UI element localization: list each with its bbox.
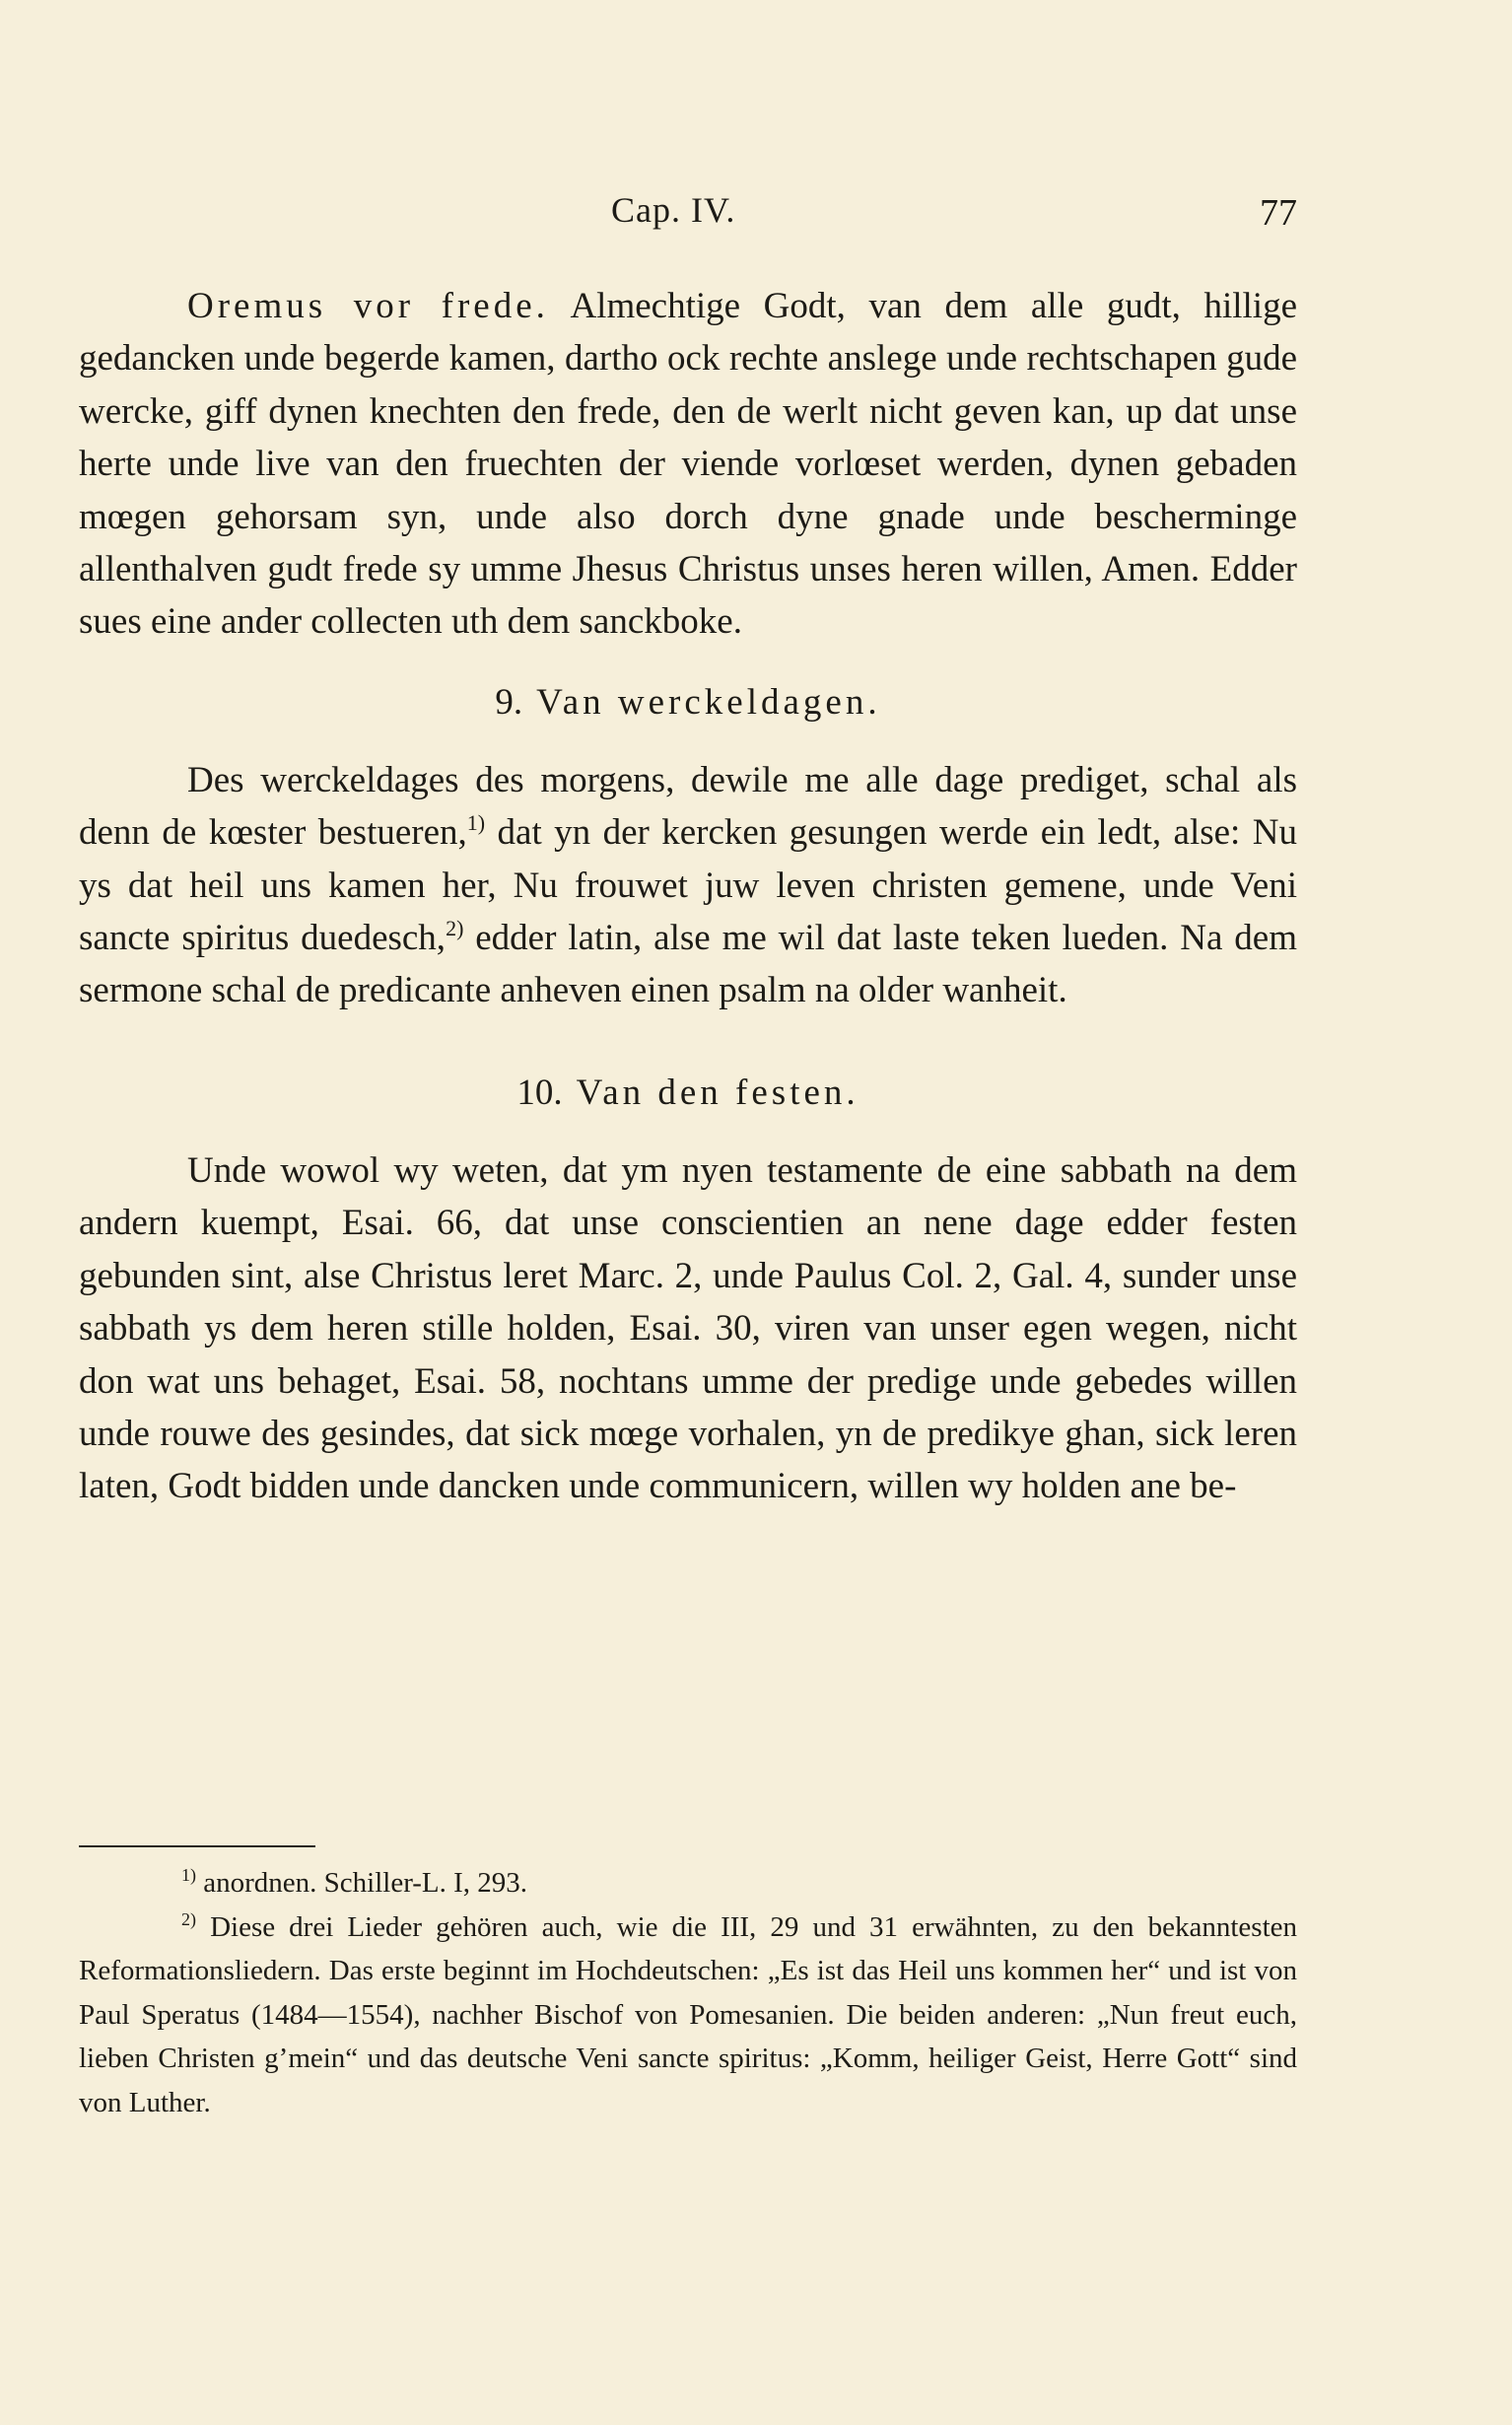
footnote-divider [79, 1845, 315, 1847]
paragraph-werckeldages [79, 754, 1297, 1017]
section-number: 9. [495, 681, 523, 723]
section-number: 10. [516, 1072, 563, 1113]
paragraph-text-part: edder latin, alse me wil dat laste teken lueden. Na dem sermone schal de predicante anheven einen psalm na older wanheit. [79, 918, 1297, 1011]
main-text [79, 280, 1297, 1513]
paragraph-lead: Oremus vor frede. [187, 286, 549, 326]
paragraph-text: Unde wowol wy weten, dat ym nyen testamente de eine sabbath na dem andern kuempt, Esai. 66, dat unse conscientien an nene dage edder festen gebunden sint, alse Christus leret Marc. 2, unde Paulus Col. 2, Gal. 4, sunder unse sabbath ys dem heren stille holden, Esai. 30, viren van unser egen wegen, nicht don wat uns behaget, Esai. 58, nochtans umme der predige unde gebedes willen unde rouwe des gesindes, dat sick mœge vorhalen, yn de predikye ghan, sick leren laten, Godt bidden unde dancken unde communicern, willen wy holden ane be- [79, 1149, 1297, 1507]
section-heading-10 [79, 1067, 1297, 1119]
running-head [79, 189, 1297, 248]
footnote-reference: 1) [466, 810, 486, 836]
footnote-marker: 1) [181, 1865, 196, 1885]
footnotes [79, 1861, 1297, 2124]
paragraph-text-part: Des werckeldages des morgens, dewile me alle dage prediget, schal als denn de kœster bestueren, [79, 759, 1297, 854]
footnote-1 [79, 1861, 1297, 1905]
section-title: Van werckeldagen. [536, 681, 881, 723]
paragraph-oremus [79, 280, 1297, 649]
footnote-marker: 2) [181, 1908, 196, 1929]
section-heading-9 [79, 676, 1297, 728]
paragraph-text-part: dat yn der kercken gesungen werde ein ledt, alse: Nu ys dat heil uns kamen her, Nu frouwet juw leven christen gemene, unde Veni sancte spiritus duedesch, [79, 812, 1297, 959]
footnote-2 [79, 1905, 1297, 2125]
page-number: 77 [1260, 192, 1297, 234]
paragraph-text: Almechtige Godt, van dem alle gudt, hillige gedancken unde begerde kamen, dartho ock rechte anslege unde rechtschapen gude wercke, giff dynen knechten den frede, den de werlt nicht geven kan, up dat unse herte unde live van den fruechten der viende vorlœset werden, dynen gebaden mœgen gehorsam syn, unde also dorch dyne gnade unde bescherminge allenthalven gudt frede sy umme Jhesus Christus unses heren willen, Amen. Edder sues eine ander collecten uth dem sanckboke. [79, 286, 1298, 643]
footnote-text: anordnen. Schiller-L. I, 293. [196, 1867, 528, 1899]
section-title: Van den festen. [576, 1072, 859, 1113]
chapter-title: Cap. IV. [611, 190, 736, 230]
footnote-reference: 2) [446, 916, 464, 941]
paragraph-festen [79, 1144, 1297, 1513]
footnote-text: Diese drei Lieder gehören auch, wie die III, 29 und 31 erwähnten, zu den bekanntesten Reformationsliedern. Das erste beginnt im Hochdeutschen: „Es ist das Heil uns kommen her“ und ist von Paul Speratus (1484—1554), nachher Bischof von Pomesanien. Die beiden anderen: „Nun freut euch, lieben Christen g’mein“ und das deutsche Veni sancte spiritus: „Komm, heiliger Geist, Herre Gott“ sind von Luther. [79, 1910, 1297, 2118]
